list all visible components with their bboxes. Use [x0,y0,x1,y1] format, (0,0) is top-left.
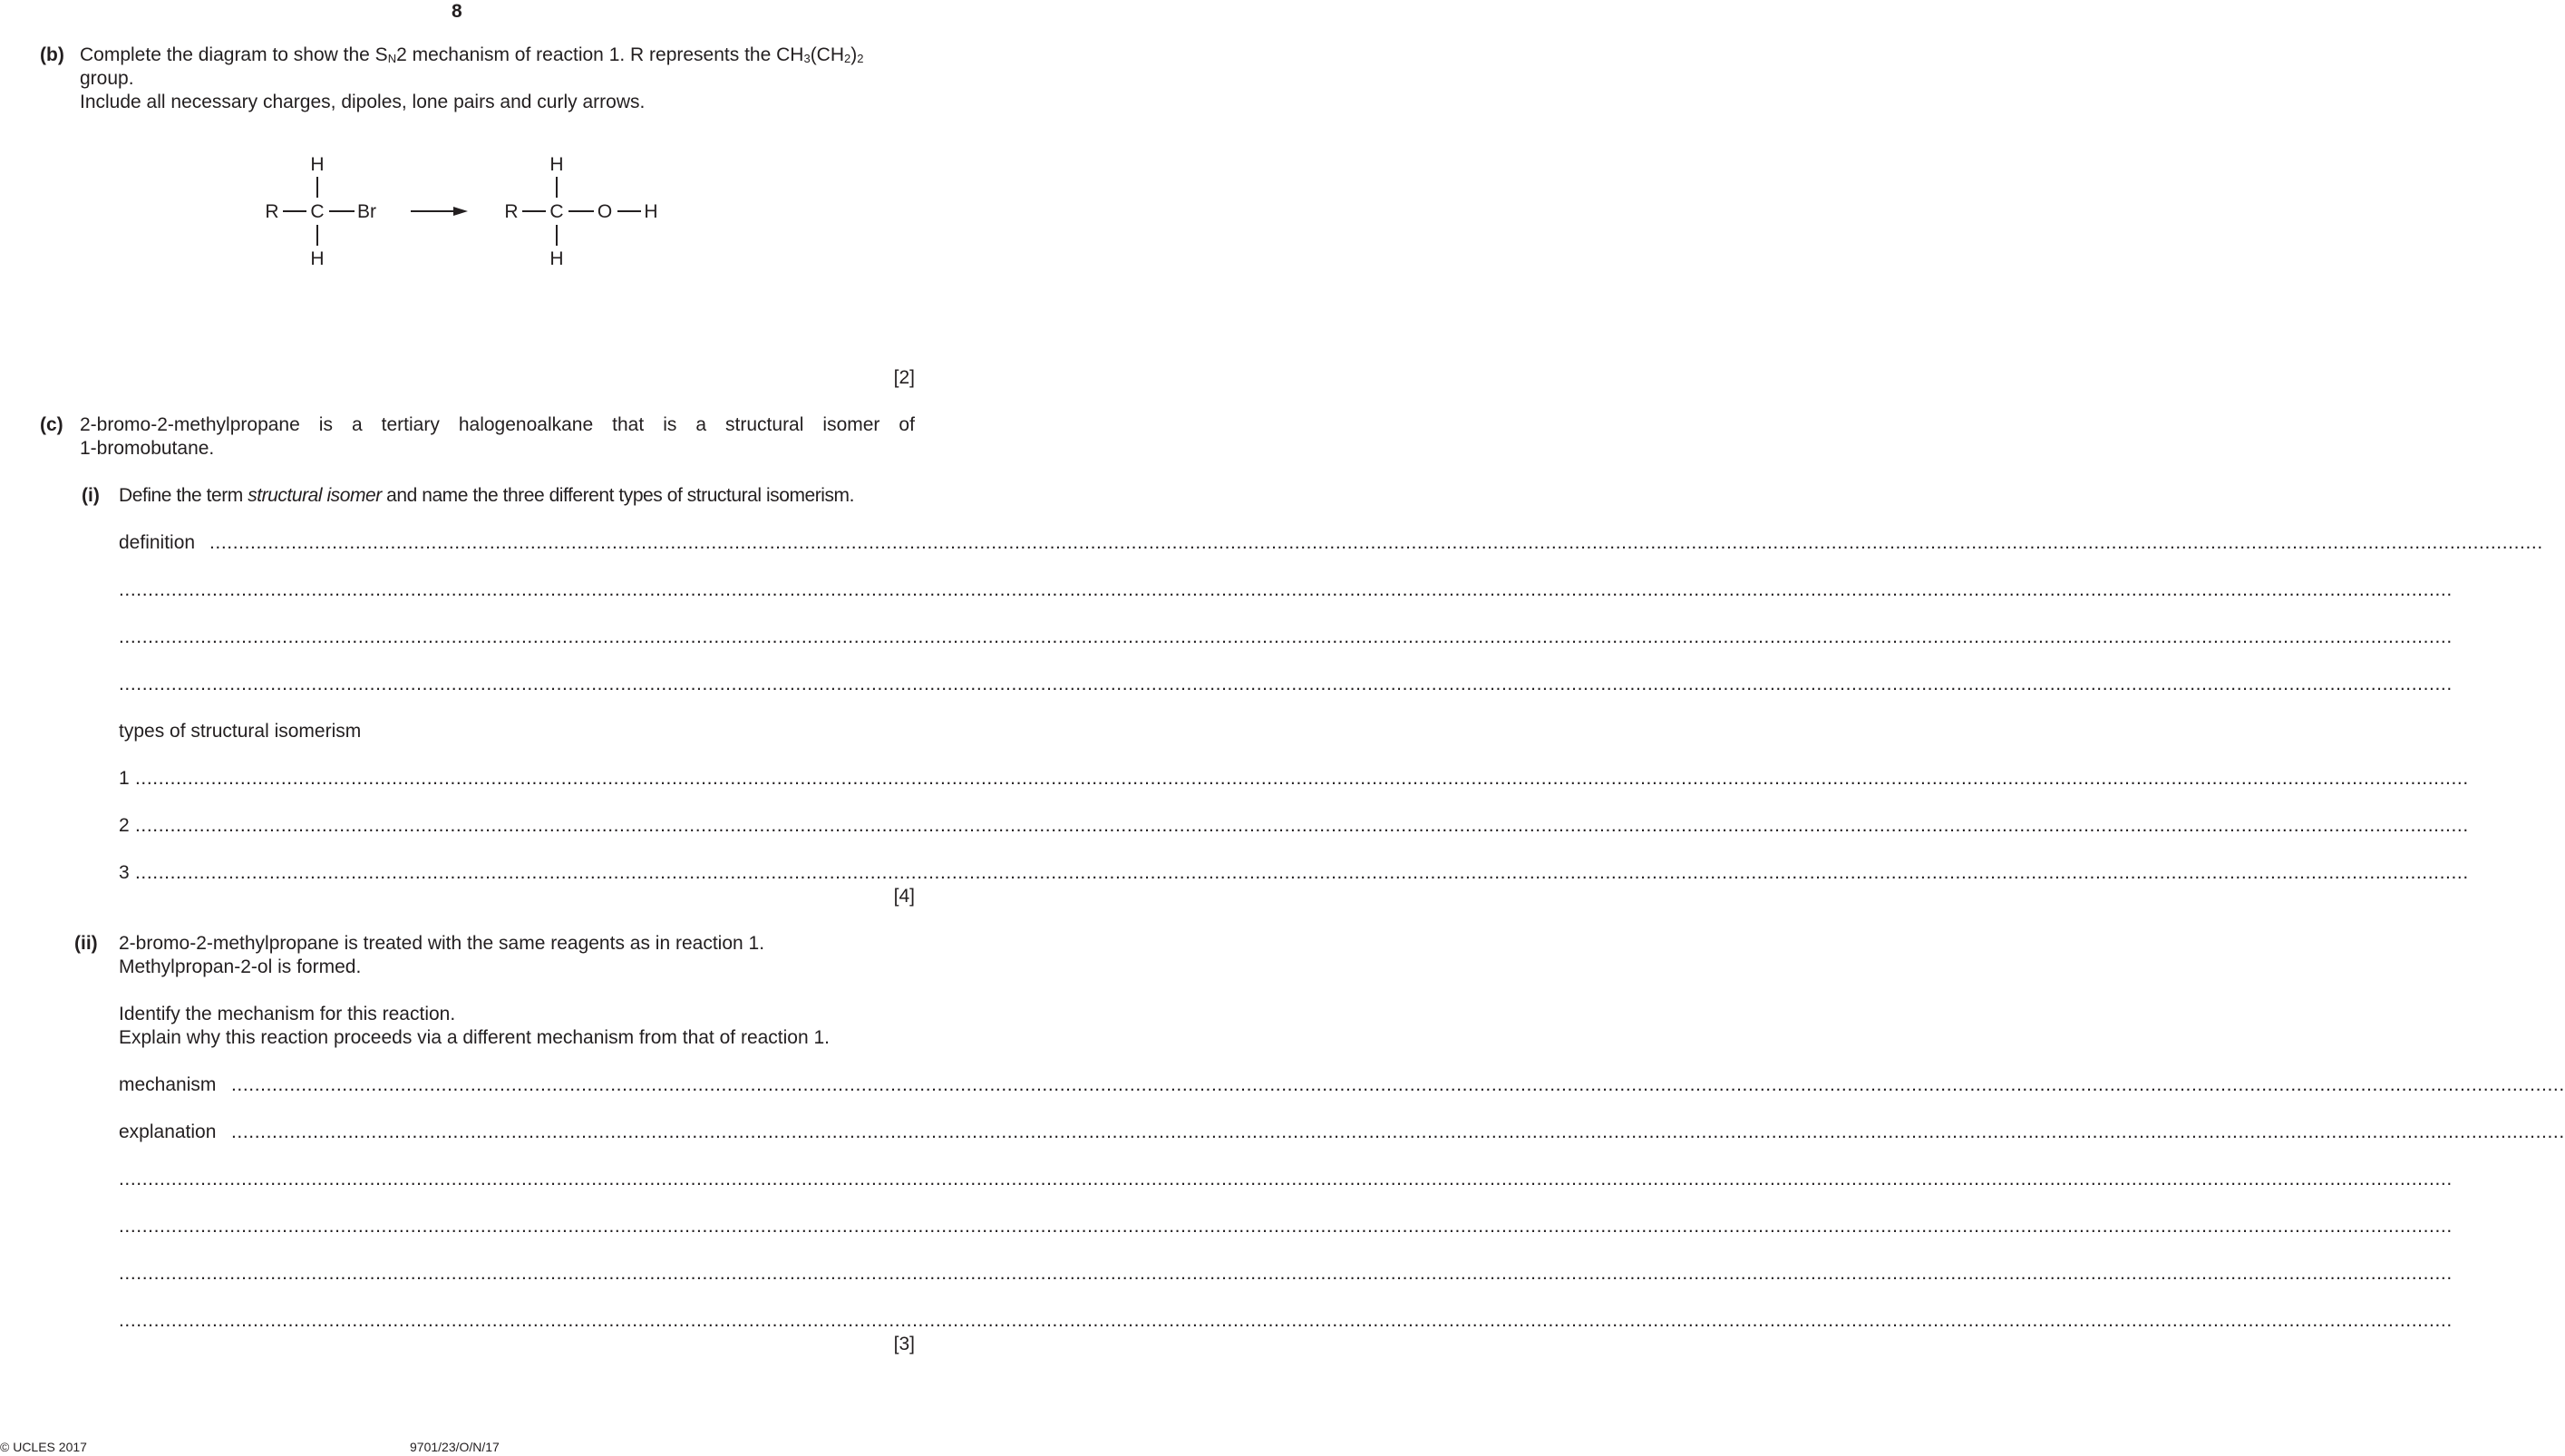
explanation-answer-line-1[interactable]: ................................................................................................................................................................................................................................................................................................................................................................................................................ [231,1121,2565,1142]
type-answer-line-2[interactable]: ................................................................................................................................................................................................................................................................................................................................................................................................................ [135,815,2469,836]
product-bottom-h: H [549,248,564,269]
intro-word: a [351,414,363,435]
explanation-answer-line-5[interactable]: ................................................................................................................................................................................................................................................................................................................................................................................................................ [119,1310,2453,1331]
types-label: types of structural isomerism [119,721,362,742]
definition-answer-line-4[interactable]: ................................................................................................................................................................................................................................................................................................................................................................................................................ [119,674,2453,694]
intro-word: structural [725,414,804,435]
type-number-3: 3 [119,862,130,883]
part-c-ii-line2: Methylpropan-2-ol is formed. [119,956,362,977]
part-b-line3: Include all necessary charges, dipoles, lone pairs and curly arrows. [80,92,646,112]
part-c-ii-marks: [3] [893,1334,915,1354]
part-c-ii-label: (ii) [74,933,98,954]
intro-word: is [318,414,333,435]
sn2-mechanism-diagram [254,145,680,281]
intro-word: tertiary [381,414,440,435]
part-b-line2: group. [80,68,134,89]
part-c-intro-line1 [80,413,915,437]
part-c-i-label: (i) [82,485,100,506]
definition-label: definition [119,532,196,553]
definition-answer-line-3[interactable]: ................................................................................................................................................................................................................................................................................................................................................................................................................ [119,626,2453,647]
product-o: O [597,201,613,222]
reactant-c: C [310,201,325,222]
reactant-bottom-h: H [310,248,325,269]
mechanism-label: mechanism [119,1074,217,1095]
intro-word: halogenoalkane [458,414,594,435]
product-c: C [549,201,564,222]
intro-word: is [663,414,677,435]
part-c-i-question: Define the term structural isomer and name the three different types of structural isomerism. [119,485,854,506]
part-c-ii-line3: Identify the mechanism for this reaction. [119,1004,456,1024]
definition-answer-line-1[interactable]: ................................................................................................................................................................................................................................................................................................................................................................................................................ [209,532,2543,553]
intro-word: of [899,414,915,435]
product-top-h: H [549,154,564,175]
part-b-line1: Complete the diagram to show the $S_N2$ mechanism of reaction 1. R represents the $CH_3(CH_2)_2$ [80,44,864,65]
part-b-marks: [2] [893,367,915,388]
mechanism-answer-line[interactable]: ................................................................................................................................................................................................................................................................................................................................................................................................................ [231,1074,2565,1095]
intro-word: a [695,414,707,435]
explanation-answer-line-3[interactable]: ................................................................................................................................................................................................................................................................................................................................................................................................................ [119,1216,2453,1237]
page-number: 8 [452,1,462,22]
type-number-1: 1 [119,768,130,789]
product-h: H [644,201,658,222]
product-r: R [504,201,519,222]
explanation-label: explanation [119,1121,217,1142]
footer-code: 9701/23/O/N/17 [410,1440,500,1454]
type-number-2: 2 [119,815,130,836]
explanation-answer-line-4[interactable]: ................................................................................................................................................................................................................................................................................................................................................................................................................ [119,1263,2453,1284]
reaction-arrow-head [453,207,468,216]
intro-word: 2-bromo-2-methylpropane [80,414,300,435]
definition-answer-line-2[interactable]: ................................................................................................................................................................................................................................................................................................................................................................................................................ [119,579,2453,600]
part-c-i-marks: [4] [893,886,915,907]
reactant-br: Br [357,201,376,222]
explanation-answer-line-2[interactable]: ................................................................................................................................................................................................................................................................................................................................................................................................................ [119,1169,2453,1189]
part-c-ii-line4: Explain why this reaction proceeds via a different mechanism from that of reaction 1. [119,1027,831,1048]
intro-word: isomer [822,414,880,435]
part-c-intro-line2: 1-bromobutane. [80,438,215,459]
intro-word: that [612,414,645,435]
type-answer-line-1[interactable]: ................................................................................................................................................................................................................................................................................................................................................................................................................ [135,768,2469,789]
part-c-label: (c) [40,414,63,435]
part-c-ii-line1: 2-bromo-2-methylpropane is treated with the same reagents as in reaction 1. [119,933,765,954]
reactant-top-h: H [310,154,325,175]
footer-copyright: © UCLES 2017 [0,1440,87,1454]
reactant-r: R [265,201,279,222]
type-answer-line-3[interactable]: ................................................................................................................................................................................................................................................................................................................................................................................................................ [135,862,2469,883]
part-b-label: (b) [40,44,64,65]
